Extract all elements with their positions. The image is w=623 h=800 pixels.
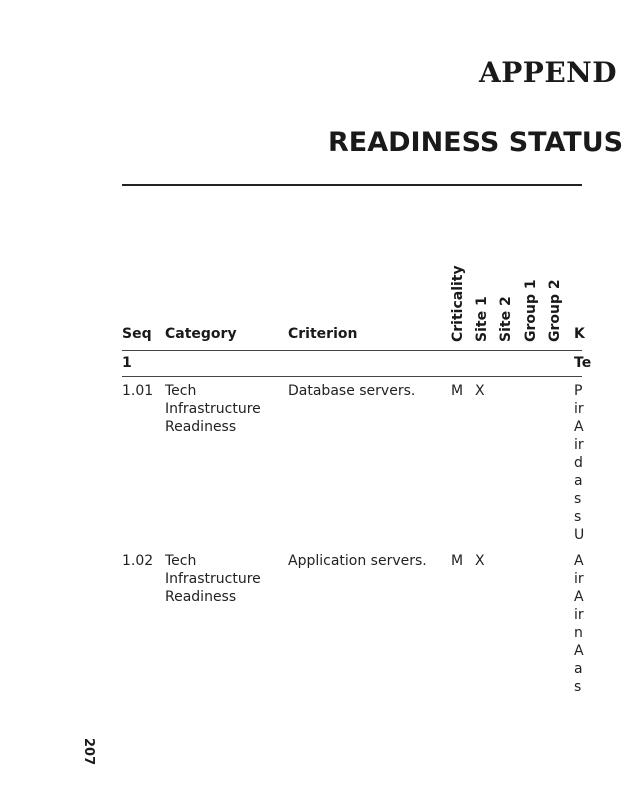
key-line: U	[574, 527, 585, 543]
page-title: READINESS STATUS	[328, 127, 623, 158]
key-line: A	[574, 419, 584, 435]
key-line: a	[574, 661, 583, 677]
col-header-group2: Group 2	[547, 279, 563, 342]
header-rule	[122, 350, 582, 351]
appendix-title: APPEND	[479, 56, 618, 89]
key-line: A	[574, 589, 584, 605]
key-line: ir	[574, 401, 584, 417]
row-category	[165, 552, 261, 606]
key-line: ir	[574, 607, 584, 623]
key-line: A	[574, 643, 584, 659]
row-seq: 1.01	[122, 383, 154, 399]
row-key	[574, 552, 584, 696]
row-criticality: M	[451, 553, 464, 569]
row-category	[165, 382, 261, 436]
top-rule	[122, 184, 582, 186]
col-header-group1: Group 1	[523, 279, 539, 342]
col-header-category: Category	[165, 326, 237, 342]
row-key	[574, 382, 584, 544]
key-line: s	[574, 509, 582, 525]
key-line: A	[574, 553, 584, 569]
key-line: s	[574, 491, 582, 507]
category-line: Infrastructure	[165, 571, 261, 587]
col-header-seq: Seq	[122, 326, 152, 342]
col-header-key: K	[574, 326, 585, 342]
col-header-criterion: Criterion	[288, 326, 358, 342]
col-header-site2: Site 2	[498, 296, 514, 342]
section-rule	[122, 376, 582, 377]
row-seq: 1.02	[122, 553, 154, 569]
category-line: Readiness	[165, 589, 237, 605]
category-line: Tech	[165, 383, 197, 399]
category-line: Infrastructure	[165, 401, 261, 417]
key-line: ir	[574, 571, 584, 587]
category-line: Tech	[165, 553, 197, 569]
row-site1: X	[475, 553, 485, 569]
col-header-criticality: Criticality	[450, 265, 466, 342]
key-line: P	[574, 383, 583, 399]
section-seq: 1	[122, 355, 132, 371]
key-line: d	[574, 455, 583, 471]
key-line: s	[574, 679, 582, 695]
key-line: a	[574, 473, 583, 489]
key-line: ir	[574, 437, 584, 453]
row-site1: X	[475, 383, 485, 399]
row-criterion: Database servers.	[288, 383, 416, 399]
row-criticality: M	[451, 383, 464, 399]
row-criterion: Application servers.	[288, 553, 427, 569]
key-line: n	[574, 625, 583, 641]
page-number: 207	[81, 738, 96, 766]
section-title: Te	[574, 355, 592, 371]
col-header-site1: Site 1	[474, 296, 490, 342]
category-line: Readiness	[165, 419, 237, 435]
